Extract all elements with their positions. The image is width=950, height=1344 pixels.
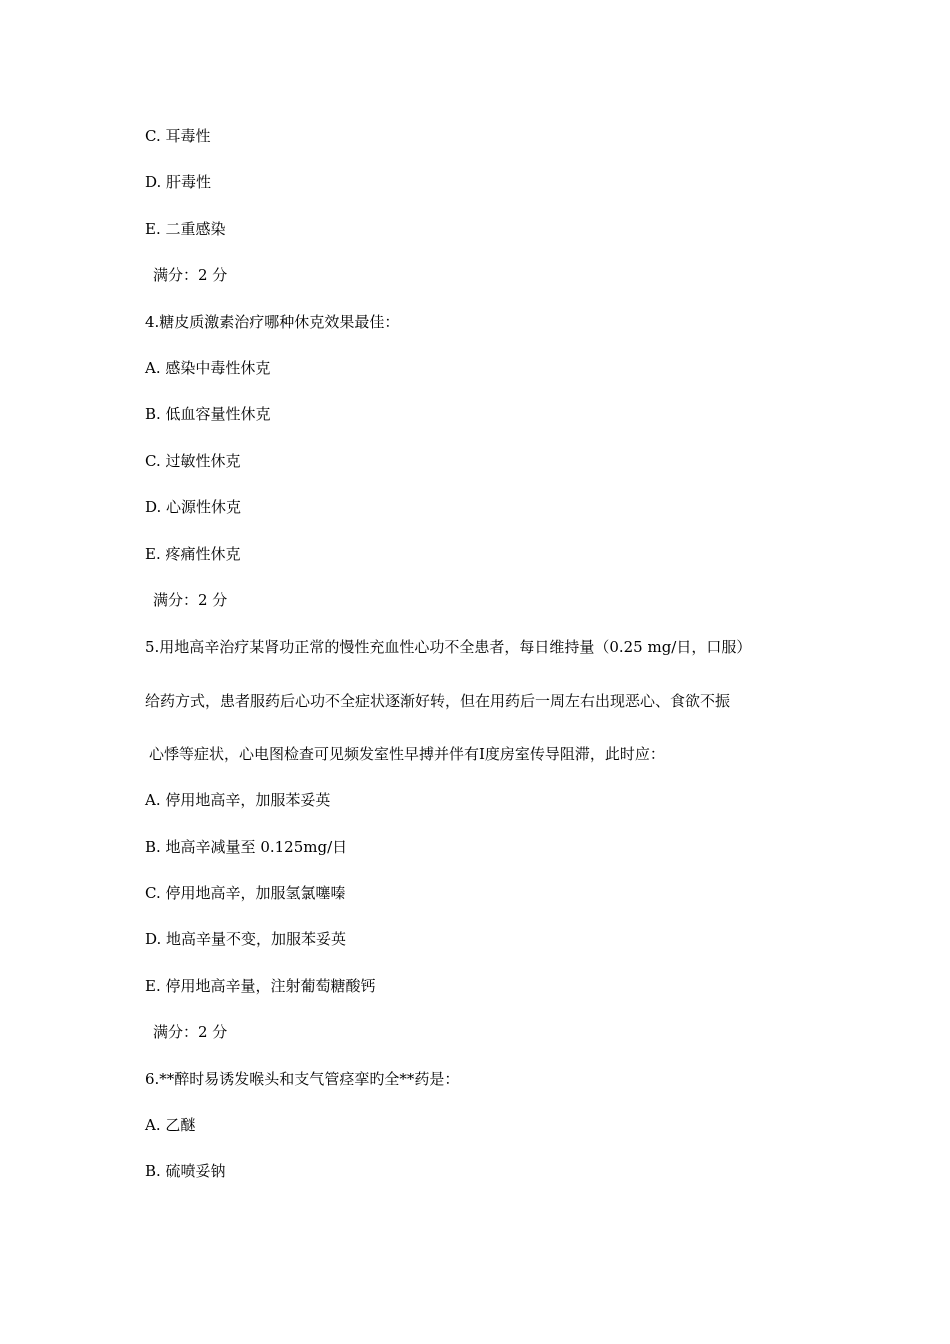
q4-option-c: C. 过敏性休克 [145, 452, 241, 470]
score-line: 满分：2 分 [153, 266, 228, 284]
q4-option-a: A. 感染中毒性休克 [145, 359, 271, 377]
option-e-superinfection: E. 二重感染 [145, 220, 226, 238]
score-line: 满分：2 分 [153, 1023, 228, 1041]
q6-option-b: B. 硫喷妥钠 [145, 1162, 226, 1180]
q5-option-e: E. 停用地高辛量，注射葡萄糖酸钙 [145, 977, 376, 995]
question-6: 6.**醉时易诱发喉头和支气管痉挛旳全**药是： [145, 1070, 460, 1088]
question-4: 4.糖皮质激素治疗哪种休克效果最佳： [145, 313, 400, 331]
question-5-line-2: 给药方式，患者服药后心功不全症状逐渐好转，但在用药后一周左右出现恶心、食欲不振 [145, 692, 731, 710]
q4-option-b: B. 低血容量性休克 [145, 405, 271, 423]
q5-option-a: A. 停用地高辛，加服苯妥英 [145, 791, 331, 809]
question-5-line-3: 心悸等症状，心电图检查可见频发室性早搏并伴有Ⅰ度房室传导阻滞，此时应： [149, 745, 665, 763]
q6-option-a: A. 乙醚 [145, 1116, 196, 1134]
question-5-line-1: 5.用地高辛治疗某肾功正常的慢性充血性心功不全患者，每日维持量（0.25 mg/日，口服） [145, 638, 752, 656]
option-c-ototoxicity: C. 耳毒性 [145, 127, 211, 145]
q4-option-d: D. 心源性休克 [145, 498, 242, 516]
q5-option-b: B. 地高辛减量至 0.125mg/日 [145, 838, 348, 856]
option-d-hepatotoxicity: D. 肝毒性 [145, 173, 212, 191]
score-line: 满分：2 分 [153, 591, 228, 609]
q5-option-c: C. 停用地高辛，加服氢氯噻嗪 [145, 884, 346, 902]
q5-option-d: D. 地高辛量不变，加服苯妥英 [145, 930, 347, 948]
q4-option-e: E. 疼痛性休克 [145, 545, 241, 563]
